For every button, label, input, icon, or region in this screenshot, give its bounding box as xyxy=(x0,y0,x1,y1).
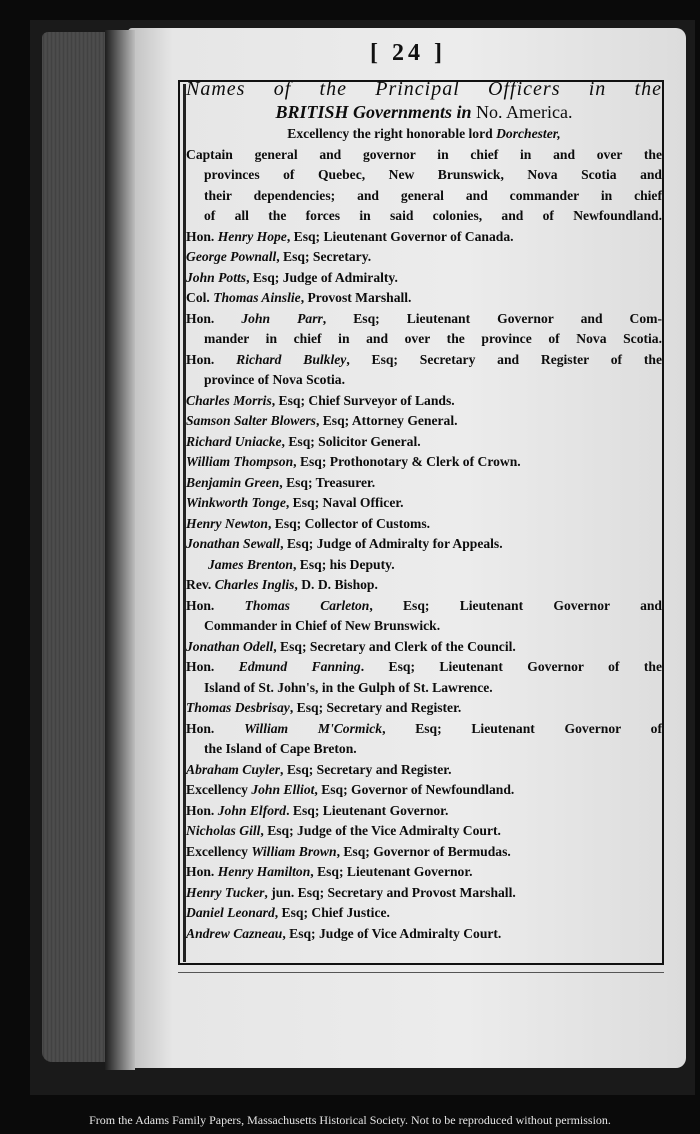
officer-entry-line xyxy=(186,596,662,617)
officer-entry-line xyxy=(186,288,662,309)
entry-prefix: Hon. xyxy=(186,597,245,613)
officer-entry-line xyxy=(186,391,662,412)
entry-name: Winkworth Tonge xyxy=(186,495,286,510)
list-title-line2 xyxy=(186,100,662,124)
entry-text: , Esq; Governor of Newfoundland. xyxy=(314,782,515,797)
entry-text: , Esq; Secretary and Register. xyxy=(289,700,462,715)
entry-text: . Esq; Lieutenant Governor of the xyxy=(360,659,663,674)
entry-name: Daniel Leonard xyxy=(186,905,275,920)
entry-name: Benjamin Green xyxy=(186,474,280,490)
entry-name: Charles Morris xyxy=(186,392,272,408)
entry-name: Nicholas Gill xyxy=(186,823,261,838)
entry-text: , Esq; Secretary and Clerk of the Council. xyxy=(273,638,516,654)
title-roman-part: No. America. xyxy=(471,102,573,122)
officer-entry-line xyxy=(186,883,662,904)
officer-entry-line xyxy=(186,411,662,432)
officer-entry-line xyxy=(186,493,662,514)
entry-text: , Esq; Lieutenant Governor of Canada. xyxy=(286,228,514,244)
officer-entry-line xyxy=(186,452,662,473)
entry-name: George Pownall xyxy=(186,249,277,264)
entry-text: mander in chief in and over the province of Nova Scotia. xyxy=(204,331,662,346)
entry-text: , Esq; Secretary and Register. xyxy=(280,761,452,777)
entry-name: Jonathan Sewall xyxy=(186,536,281,551)
entry-name: Andrew Cazneau xyxy=(186,925,283,941)
entry-text: , Esq; Chief Justice. xyxy=(274,905,390,920)
entry-text: province of Nova Scotia. xyxy=(204,372,345,387)
entry-prefix: Hon. xyxy=(186,802,218,818)
entry-text: provinces of Quebec, New Brunswick, Nova Scotia and xyxy=(204,167,662,182)
entry-name: Jonathan Odell xyxy=(186,638,274,654)
entry-name: Dorchester, xyxy=(496,126,561,141)
entry-name: Henry Tucker xyxy=(186,884,265,900)
entry-text: , Esq; Treasurer. xyxy=(279,474,376,490)
entry-name: Henry Newton xyxy=(186,515,268,531)
copyright-footer: From the Adams Family Papers, Massachusetts Historical Society. Not to be reproduced without permission. xyxy=(89,1113,611,1127)
entry-prefix: Hon. xyxy=(186,720,245,736)
officer-entry-line xyxy=(186,575,662,596)
entry-prefix: Hon. xyxy=(186,310,242,326)
entry-name: James Brenton xyxy=(208,556,293,572)
officer-entry-line xyxy=(186,678,662,699)
entry-name: Richard Uniacke xyxy=(186,433,282,449)
entry-name: William Brown xyxy=(251,843,337,859)
entry-name: John Elford xyxy=(217,802,287,818)
officer-entry-line xyxy=(186,534,662,555)
officer-entry-line xyxy=(186,227,662,248)
entry-text: their dependencies; and general and commander in chief xyxy=(204,187,662,203)
entry-text: Excellency the right honorable lord xyxy=(287,126,497,141)
entry-name: Richard Bulkley xyxy=(236,351,347,367)
entry-name: Abraham Cuyler xyxy=(186,761,281,777)
officer-entry-line xyxy=(186,309,662,330)
entry-prefix: Col. xyxy=(186,290,214,305)
officer-entry-line xyxy=(186,432,662,453)
officer-entry-line xyxy=(186,739,662,760)
officer-entry-line xyxy=(186,473,662,494)
officer-entry-line xyxy=(186,555,662,576)
entry-name: Henry Hope xyxy=(217,228,287,244)
entry-prefix: Excellency xyxy=(186,782,252,797)
officer-entry-line xyxy=(186,350,662,371)
officer-entry-line xyxy=(186,247,662,268)
officers-list xyxy=(186,78,662,944)
entry-text: , Esq; Solicitor General. xyxy=(281,433,421,449)
entry-name: Thomas Carleton xyxy=(244,597,370,613)
officer-entry-line xyxy=(186,719,662,740)
entry-name: Thomas Ainslie xyxy=(213,290,301,305)
entry-text: , Esq; Judge of Admiralty. xyxy=(246,269,398,285)
officer-entry-line xyxy=(186,821,662,842)
entry-text: of all the forces in said colonies, and of Newfoundland. xyxy=(204,208,662,223)
entry-name: John Parr xyxy=(241,310,323,326)
entry-text: , Esq; Prothonotary & Clerk of Crown. xyxy=(293,454,521,469)
entry-name: William M'Cormick xyxy=(244,720,383,736)
officer-entry-line xyxy=(186,924,662,945)
entry-text: Captain general and governor in chief in and over the xyxy=(186,146,662,162)
officer-entry-line xyxy=(186,657,662,678)
title-italic-part: BRITISH Governments in xyxy=(275,102,472,122)
officer-entry-line xyxy=(186,329,662,350)
entry-name: Samson Salter Blowers xyxy=(186,413,316,428)
entry-text: , Esq; Lieutenant Governor and xyxy=(369,597,662,613)
entry-name: John Elliot xyxy=(251,782,315,797)
entry-text: , D. D. Bishop. xyxy=(294,577,378,592)
entry-text: Island of St. John's, in the Gulph of St. Lawrence. xyxy=(204,679,493,695)
entry-text: , Esq; Secretary. xyxy=(276,249,372,264)
officer-entry-line xyxy=(186,124,662,145)
officer-entry-line xyxy=(186,268,662,289)
entry-text: , Esq; his Deputy. xyxy=(292,556,395,572)
entry-text: , Esq; Lieutenant Governor. xyxy=(310,864,473,879)
officer-entry-line xyxy=(186,842,662,863)
entry-text: the Island of Cape Breton. xyxy=(204,741,357,756)
entry-text: Commander in Chief of New Brunswick. xyxy=(204,618,441,633)
entry-text: , Esq; Lieutenant Governor and Com- xyxy=(322,310,662,326)
entry-text: , Esq; Secretary and Register of the xyxy=(346,351,662,367)
entry-prefix: Hon. xyxy=(186,351,237,367)
list-title-line1: Names of the Principal Officers in the xyxy=(186,78,662,100)
officer-entry-line xyxy=(186,616,662,637)
officer-entry-line xyxy=(186,780,662,801)
entry-name: William Thompson xyxy=(186,454,294,469)
entry-name: Henry Hamilton xyxy=(217,864,311,879)
officer-entry-line xyxy=(186,801,662,822)
entry-prefix: Hon. xyxy=(186,659,239,674)
officer-entry-line xyxy=(186,698,662,719)
officer-entry-line xyxy=(186,514,662,535)
entry-text: , Esq; Governor of Bermudas. xyxy=(336,843,511,859)
entry-text: , Esq; Judge of the Vice Admiralty Court. xyxy=(260,823,501,838)
entry-text: . Esq; Lieutenant Governor. xyxy=(286,802,449,818)
entry-prefix: Hon. xyxy=(186,228,218,244)
entry-text: , Esq; Chief Surveyor of Lands. xyxy=(271,392,455,408)
page-gutter-shadow xyxy=(105,30,135,1070)
entry-name: Thomas Desbrisay xyxy=(186,700,290,715)
officer-entry-line xyxy=(186,145,662,166)
officer-entry-line xyxy=(186,186,662,207)
officer-entry-line xyxy=(186,370,662,391)
entry-text: , Esq; Lieutenant Governor of xyxy=(382,720,662,736)
page-number: [ 24 ] xyxy=(370,40,446,66)
officer-entry-line xyxy=(186,903,662,924)
officer-entry-line xyxy=(186,637,662,658)
entry-text: , Esq; Judge of Vice Admiralty Court. xyxy=(282,925,502,941)
officer-entry-line xyxy=(186,862,662,883)
entry-prefix: Rev. xyxy=(186,577,215,592)
entry-text: , Esq; Attorney General. xyxy=(315,413,458,428)
entry-name: Charles Inglis xyxy=(214,577,295,592)
entry-prefix: Excellency xyxy=(186,843,252,859)
entry-text: , Esq; Collector of Customs. xyxy=(267,515,431,531)
entry-name: John Potts xyxy=(186,269,247,285)
entry-prefix: Hon. xyxy=(186,864,218,879)
officer-entry-line xyxy=(186,206,662,227)
entry-text: , Provost Marshall. xyxy=(300,290,412,305)
entries-container xyxy=(186,124,662,944)
officer-entry-line xyxy=(186,165,662,186)
entry-text: , Esq; Judge of Admiralty for Appeals. xyxy=(280,536,503,551)
officer-entry-line xyxy=(186,760,662,781)
entry-text: , jun. Esq; Secretary and Provost Marshall. xyxy=(264,884,516,900)
entry-name: Edmund Fanning xyxy=(238,659,361,674)
bottom-rule xyxy=(178,972,664,973)
entry-text: , Esq; Naval Officer. xyxy=(285,495,404,510)
